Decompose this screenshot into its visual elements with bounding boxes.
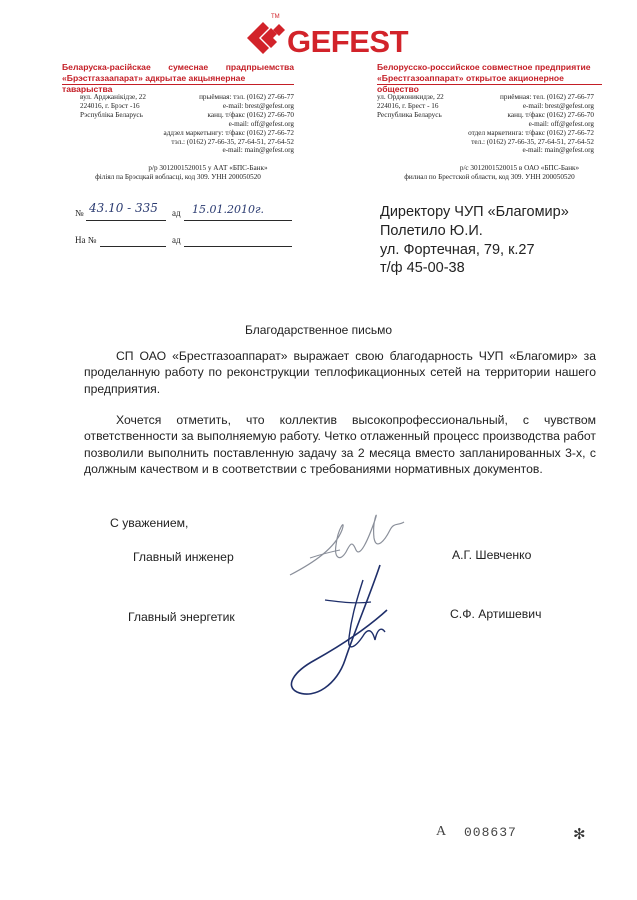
header-right-address-line: Республика Беларусь bbox=[377, 110, 442, 119]
contact-line: аддзел маркетынгу: т/факс (0162) 27-66-72 bbox=[163, 128, 294, 137]
outgoing-number-line bbox=[86, 220, 166, 221]
letter-title: Благодарственное письмо bbox=[244, 323, 392, 337]
reference-number-label: На № bbox=[75, 235, 97, 245]
outgoing-number-label: № bbox=[75, 208, 84, 218]
header-right-divider bbox=[377, 84, 602, 85]
header-left-title-line2: «Брэстгазаапарат» адкрытае акцыянернае таварыства bbox=[62, 73, 246, 94]
serial-number: 008637 bbox=[464, 825, 517, 840]
contact-line: прыёмная: тэл. (0162) 27-66-77 bbox=[199, 93, 294, 101]
gefest-logo bbox=[243, 14, 443, 62]
addressee-line: ул. Фортечная, 79, к.27 bbox=[380, 241, 535, 258]
contact-line: тел.: (0162) 27-66-35, 27-64-51, 27-64-52 bbox=[471, 137, 594, 146]
header-right-address-line: ул. Орджоникидзе, 22 bbox=[377, 93, 444, 101]
signatory-name-2: С.Ф. Артишевич bbox=[450, 607, 542, 621]
contact-line: e-mail: main@gefest.org bbox=[222, 146, 294, 155]
contact-line: канц. т/факс (0162) 27-66-70 bbox=[507, 110, 594, 119]
bank-line: филиал по Брестской области, код 309. УНН 200050520 bbox=[404, 172, 575, 181]
serial-star-icon: ✻ bbox=[573, 826, 586, 843]
header-left-bank bbox=[62, 164, 294, 182]
signature-chief-power-engineer bbox=[285, 560, 435, 700]
outgoing-date-label: ад bbox=[172, 208, 181, 218]
header-left-address-line: Рэспубліка Беларусь bbox=[80, 110, 143, 119]
bank-line: р/р 3012001520015 у ААТ «БПС-Банк» bbox=[148, 164, 268, 172]
header-left-title bbox=[62, 62, 294, 95]
reference-number-line bbox=[100, 246, 166, 247]
contact-line: отдел маркетинга: т/факс (0162) 27-66-72 bbox=[468, 128, 594, 137]
logo-tm: ТМ bbox=[271, 14, 280, 20]
contact-line: тэл.: (0162) 27-66-35, 27-64-51, 27-64-52 bbox=[171, 137, 294, 146]
letter-paragraph-2: Хочется отметить, что коллектив высокопрофессиональный, с чувством ответственности за выполняемую работу. Четко отлаженный процесс производства работ позволили выполнить поставленную задачу за 2 месяца вместо запланированных 3-х, с должным качеством и в соответствии с требованиями нормативных документов. bbox=[84, 413, 596, 476]
gefest-logo-mark-icon bbox=[243, 14, 287, 62]
signatory-position-1: Главный инженер bbox=[133, 550, 234, 564]
signatory-name-1: А.Г. Шевченко bbox=[452, 548, 532, 562]
contact-line: приёмная: тел. (0162) 27-66-77 bbox=[500, 93, 594, 101]
reference-date-line bbox=[184, 246, 292, 247]
header-right-title-line2: «Брестгазоаппарат» открытое акционерное общество bbox=[377, 73, 564, 94]
header-left-title-line1: Беларуска-расійскае сумеснае прадпрыемства bbox=[62, 62, 294, 72]
contact-line: e-mail: brest@gefest.org bbox=[222, 101, 294, 110]
addressee-line: т/ф 45-00-38 bbox=[380, 260, 465, 277]
serial-series: А bbox=[436, 824, 447, 839]
reference-date-label: ад bbox=[172, 235, 181, 245]
header-left-contacts bbox=[150, 93, 294, 155]
header-right-address-line: 224016, г. Брест - 16 bbox=[377, 101, 439, 110]
header-left-address-line: вул. Арджанікідзе, 22 bbox=[80, 93, 146, 101]
letter-closing: С уважением, bbox=[110, 516, 189, 530]
logo-wordmark: GEFEST bbox=[287, 24, 409, 59]
header-right-title-line1: Белорусско-российское совместное предприятие bbox=[377, 62, 591, 72]
header-left-address-line: 224016, г. Брэст -16 bbox=[80, 101, 140, 110]
bank-line: р/с 3012001520015 в ОАО «БПС-Банк» bbox=[459, 164, 580, 172]
outgoing-date-handwritten: 15.01.2010г. bbox=[192, 203, 265, 216]
addressee-line: Полетило Ю.И. bbox=[380, 222, 483, 239]
header-right-bank bbox=[377, 164, 602, 182]
header-left-divider bbox=[62, 84, 294, 85]
addressee-block bbox=[380, 203, 569, 278]
outgoing-number-handwritten: 43.10 - 335 bbox=[89, 201, 158, 215]
bank-line: філіял па Брэсцкай вобласці, код 309. УНН 200050520 bbox=[95, 172, 261, 181]
contact-line: канц. т/факс (0162) 27-66-70 bbox=[207, 110, 294, 119]
addressee-line: Директору ЧУП «Благомир» bbox=[380, 204, 569, 220]
signatory-position-2: Главный энергетик bbox=[128, 610, 235, 624]
letter-paragraph-1: СП ОАО «Брестгазоаппарат» выражает свою благодарность ЧУП «Благомир» за проделанную работу по реконструкции теплофикационных сетей на территории нашего предприятия. bbox=[84, 349, 596, 396]
contact-line: e-mail: main@gefest.org bbox=[522, 146, 594, 155]
contact-line: e-mail: off@gefest.org bbox=[528, 119, 594, 128]
contact-line: e-mail: brest@gefest.org bbox=[522, 101, 594, 110]
header-right-title bbox=[377, 62, 602, 95]
outgoing-date-line bbox=[184, 220, 292, 221]
contact-line: e-mail: off@gefest.org bbox=[228, 119, 294, 128]
header-right-contacts bbox=[450, 93, 594, 155]
